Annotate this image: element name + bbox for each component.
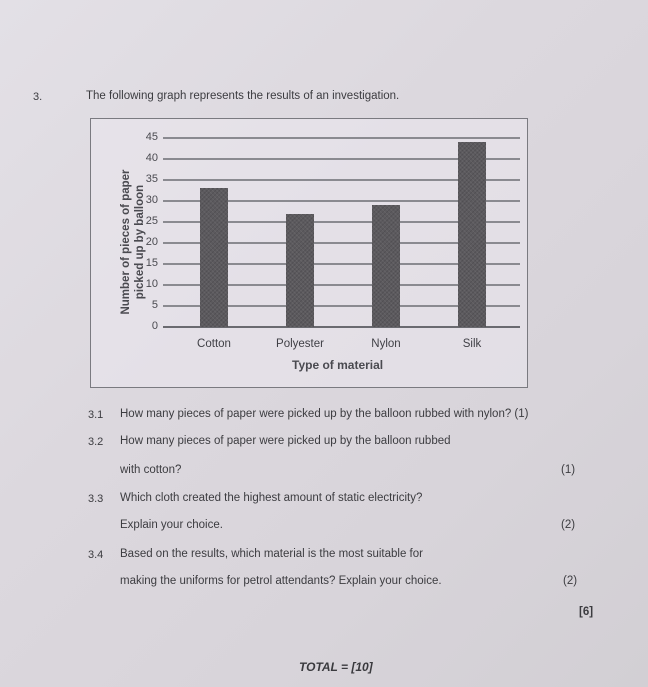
- y-tick-label: 30: [145, 194, 158, 206]
- x-tick-label: Cotton: [197, 338, 231, 350]
- y-tick-label: 5: [151, 299, 158, 311]
- marks: (2): [563, 575, 578, 587]
- subquestion-text: How many pieces of paper were picked up by the balloon rubbed: [120, 435, 451, 447]
- y-tick-label: 20: [145, 236, 158, 248]
- subquestion-text-continued: Explain your choice.: [120, 519, 223, 531]
- total-marks: TOTAL = [10]: [299, 660, 373, 674]
- bar-nylon: [372, 205, 400, 327]
- subquestion-number: 3.1: [88, 409, 104, 421]
- y-tick-label: 40: [145, 152, 158, 164]
- bar-silk: [458, 142, 486, 327]
- y-tick-label: 25: [145, 215, 158, 227]
- subquestion-text-continued: making the uniforms for petrol attendants? Explain your choice.: [120, 575, 442, 587]
- subquestion-text-continued: with cotton?: [120, 464, 182, 476]
- section-total: [6]: [579, 606, 594, 618]
- bar-polyester: [286, 214, 314, 327]
- y-tick-label: 10: [145, 278, 158, 290]
- subquestion-text: How many pieces of paper were picked up by the balloon rubbed with nylon? (1): [120, 408, 529, 420]
- y-tick-label: 35: [145, 173, 158, 185]
- x-axis-title: Type of material: [292, 358, 384, 372]
- y-tick-label: 45: [145, 131, 158, 143]
- y-axis-title: [119, 142, 147, 342]
- subquestion-text: Based on the results, which material is the most suitable for: [120, 548, 423, 560]
- subquestion-text: Which cloth created the highest amount of static electricity?: [120, 492, 423, 504]
- subquestion-number: 3.4: [88, 549, 104, 561]
- x-tick-label: Nylon: [371, 338, 401, 350]
- marks: (2): [561, 519, 576, 531]
- y-tick-label: 0: [151, 320, 158, 332]
- x-tick-label: Silk: [462, 338, 482, 350]
- subquestion-number: 3.3: [88, 493, 104, 505]
- question-intro: The following graph represents the results of an investigation.: [86, 90, 400, 102]
- x-tick-label: Polyester: [276, 338, 324, 350]
- y-axis-title-line-2: picked up by balloon: [134, 184, 146, 300]
- marks: (1): [561, 464, 576, 476]
- question-number: 3.: [33, 91, 43, 103]
- y-axis-title-line-1: Number of pieces of paper: [120, 169, 132, 315]
- y-tick-label: 15: [145, 257, 158, 269]
- gridline: [163, 137, 520, 139]
- subquestion-number: 3.2: [88, 436, 104, 448]
- bar-cotton: [200, 188, 228, 327]
